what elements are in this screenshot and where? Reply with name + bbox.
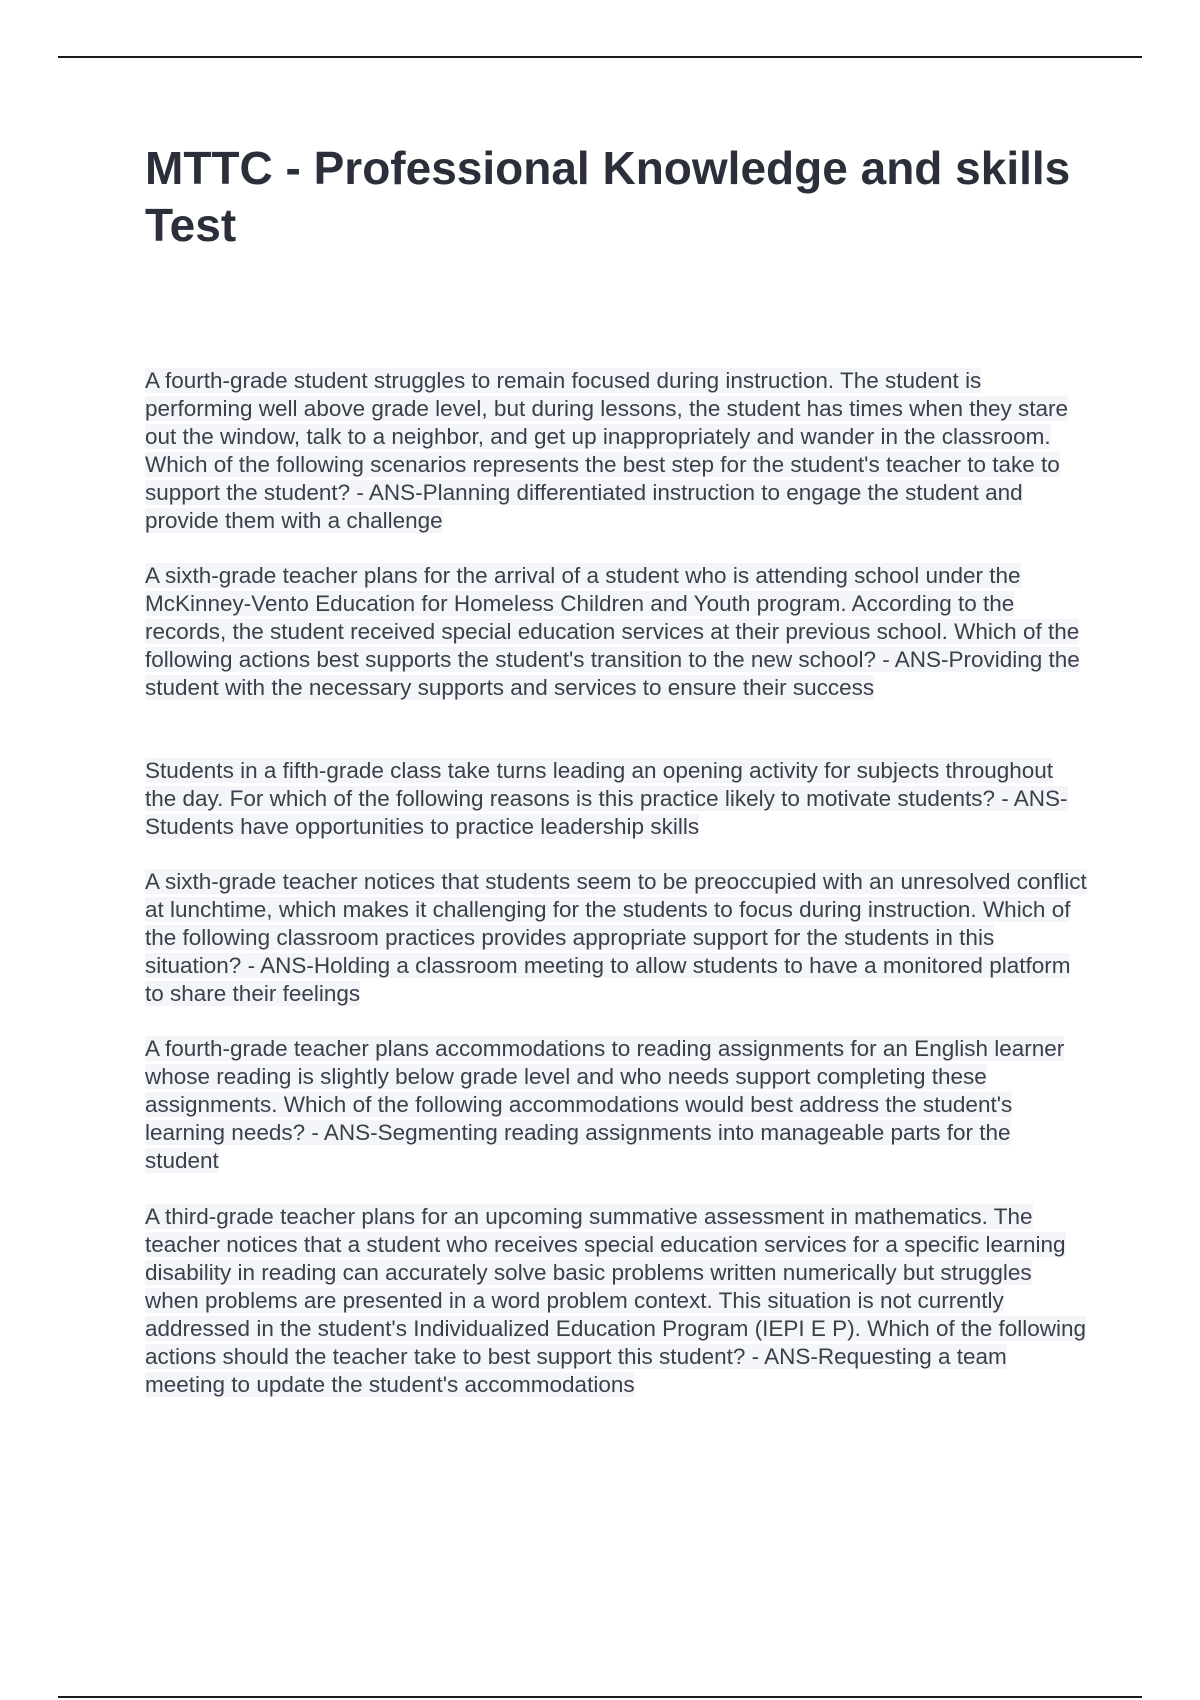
top-divider xyxy=(58,56,1142,58)
question-answer-item xyxy=(145,367,1090,535)
question-answer-text: Students in a fifth-grade class take turns leading an opening activity for subjects throughout the day. For which of the following reasons is this practice likely to motivate students? - ANS-Students have opportunities to practice leadership skills xyxy=(145,758,1068,839)
question-answer-text: A third-grade teacher plans for an upcoming summative assessment in mathematics. The teacher notices that a student who receives special education services for a specific learning disability in reading can accurately solve basic problems written numerically but struggles when problems are presented in a word problem context. This situation is not currently addressed in the student's Individualized Education Program (IEPI E P). Which of the following actions should the teacher take to best support this student? - ANS-Requesting a team meeting to update the student's accommodations xyxy=(145,1204,1087,1397)
question-answer-item xyxy=(145,868,1090,1008)
question-answer-item xyxy=(145,757,1090,841)
question-answer-text: A fourth-grade student struggles to remain focused during instruction. The student is performing well above grade level, but during lessons, the student has times when they stare out the window, talk to a neighbor, and get up inappropriately and wander in the classroom. Which of the following scenarios represents the best step for the student's teacher to take to support the student? - ANS-Planning differentiated instruction to engage the student and provide them with a challenge xyxy=(145,368,1069,533)
question-answer-text: A fourth-grade teacher plans accommodations to reading assignments for an English learner whose reading is slightly below grade level and who needs support completing these assignments. Which of the following accommodations would best address the student's learning needs? - ANS-Segmenting reading assignments into manageable parts for the student xyxy=(145,1036,1065,1173)
question-answer-item xyxy=(145,1203,1090,1399)
question-answer-item xyxy=(145,1035,1090,1175)
question-answer-text: A sixth-grade teacher notices that students seem to be preoccupied with an unresolved conflict at lunchtime, which makes it challenging for the students to focus during instruction. Which of the following classroom practices provides appropriate support for the students in this situation? - ANS-Holding a classroom meeting to allow students to have a monitored platform to share their feelings xyxy=(145,869,1087,1006)
page-title: MTTC - Professional Knowledge and skills Test xyxy=(145,142,1071,251)
question-answer-item xyxy=(145,562,1090,702)
bottom-divider xyxy=(58,1696,1142,1698)
question-answer-text: A sixth-grade teacher plans for the arrival of a student who is attending school under the McKinney-Vento Education for Homeless Children and Youth program. According to the records, the student received special education services at their previous school. Which of the following actions best supports the student's transition to the new school? - ANS-Providing the student with the necessary supports and services to ensure their success xyxy=(145,563,1080,700)
